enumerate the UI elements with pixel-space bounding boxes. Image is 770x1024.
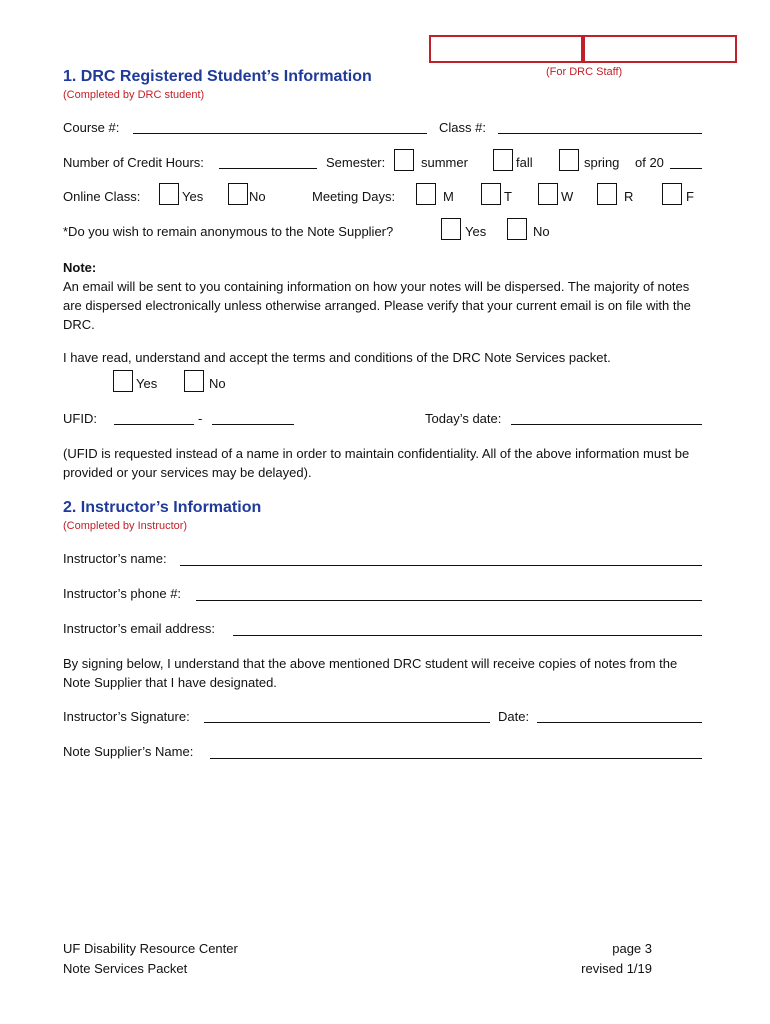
class-label: Class #: [439,120,486,135]
fall-checkbox[interactable] [493,149,513,171]
anonymous-no-checkbox[interactable] [507,218,527,240]
day-f-checkbox[interactable] [662,183,682,205]
note-heading: Note: [63,260,97,275]
credit-hours-field[interactable] [219,168,317,169]
spring-checkbox[interactable] [559,149,579,171]
online-no-label: No [249,189,266,204]
day-r-label: R [624,189,634,204]
signature-date-field[interactable] [537,722,702,723]
day-m-checkbox[interactable] [416,183,436,205]
class-field[interactable] [498,133,702,134]
online-yes-checkbox[interactable] [159,183,179,205]
instructor-name-label: Instructor’s name: [63,551,167,566]
fall-label: fall [516,155,533,170]
meeting-days-label: Meeting Days: [312,189,396,204]
staff-note: (For DRC Staff) [546,66,623,78]
day-m-label: M [443,189,454,204]
ufid-field-part1[interactable] [114,424,194,425]
terms-no-label: No [209,376,226,391]
instructor-phone-label: Instructor’s phone #: [63,586,182,601]
online-yes-label: Yes [182,189,204,204]
year-label: of 20 [635,155,664,170]
day-w-checkbox[interactable] [538,183,558,205]
todays-date-label: Today’s date: [425,411,502,426]
terms-text: I have read, understand and accept the terms and conditions of the DRC Note Services packet. [63,350,611,365]
summer-label: summer [421,155,468,170]
instructor-signature-field[interactable] [204,722,490,723]
spring-label: spring [584,155,620,170]
instructor-signature-label: Instructor’s Signature: [63,709,190,724]
anonymous-yes-checkbox[interactable] [441,218,461,240]
course-label: Course #: [63,120,120,135]
note-supplier-name-field[interactable] [210,758,702,759]
footer-org: UF Disability Resource Center [63,941,238,956]
year-field[interactable] [670,168,702,169]
ufid-label: UFID: [63,411,97,426]
note-supplier-name-label: Note Supplier’s Name: [63,744,194,759]
instructor-email-field[interactable] [233,635,702,636]
day-t-checkbox[interactable] [481,183,501,205]
online-no-checkbox[interactable] [228,183,248,205]
section2-title: 2. Instructor’s Information [63,499,262,516]
instructor-name-field[interactable] [180,565,702,566]
signature-date-label: Date: [498,709,530,724]
ufid-note: (UFID is requested instead of a name in order to maintain confidentiality. All of the above information must be provided or your services may be delayed). [63,446,690,480]
day-t-label: T [504,189,512,204]
drc-staff-box-1[interactable] [429,35,583,63]
summer-checkbox[interactable] [394,149,414,171]
anonymous-no-label: No [533,224,550,239]
day-f-label: F [686,189,694,204]
section2-subtitle: (Completed by Instructor) [63,520,188,532]
day-w-label: W [561,189,574,204]
footer-revised: revised 1/19 [581,961,652,976]
footer-page: page 3 [612,941,652,956]
online-class-label: Online Class: [63,189,141,204]
drc-staff-box-2[interactable] [583,35,737,63]
todays-date-field[interactable] [511,424,702,425]
instructor-email-label: Instructor’s email address: [63,621,215,636]
instructor-phone-field[interactable] [196,600,702,601]
terms-no-checkbox[interactable] [184,370,204,392]
note-text: An email will be sent to you containing information on how your notes will be dispersed. The majority of notes are dispersed electronically unless otherwise arranged. Please verify that your current email is on file with the DRC. [63,279,691,332]
instructor-agreement-text: By signing below, I understand that the above mentioned DRC student will receive copies of notes from the Note Supplier that I have designated. [63,656,678,690]
terms-yes-label: Yes [136,376,158,391]
ufid-separator: - [198,411,203,426]
semester-label: Semester: [326,155,386,170]
section1-subtitle: (Completed by DRC student) [63,89,205,101]
credit-hours-label: Number of Credit Hours: [63,155,204,170]
footer-packet: Note Services Packet [63,961,188,976]
anonymous-question: *Do you wish to remain anonymous to the Note Supplier? [63,224,394,239]
terms-yes-checkbox[interactable] [113,370,133,392]
ufid-field-part2[interactable] [212,424,294,425]
day-r-checkbox[interactable] [597,183,617,205]
course-field[interactable] [133,133,427,134]
section1-title: 1. DRC Registered Student’s Information [63,68,372,85]
anonymous-yes-label: Yes [465,224,487,239]
